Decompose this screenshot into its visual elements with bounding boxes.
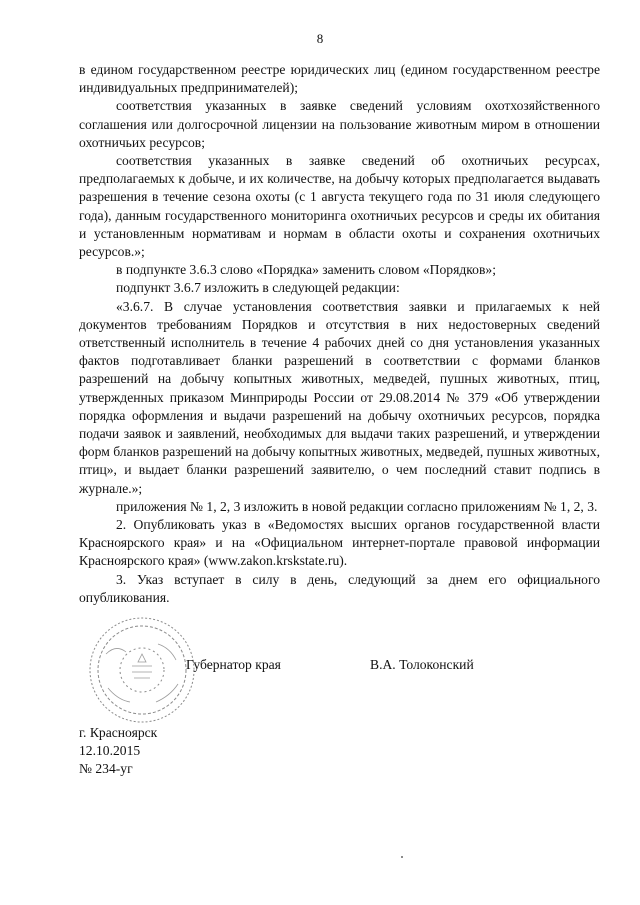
document-footer bbox=[79, 724, 157, 778]
signatory-position: Губернатор края bbox=[186, 657, 281, 672]
paragraph-subpoint-363: в подпункте 3.6.3 слово «Порядка» заменить словом «Порядков»; bbox=[116, 262, 496, 278]
scan-speck bbox=[401, 856, 403, 858]
paragraph-effective-date: 3. Указ вступает в силу в день, следующий за днем его официального опубликования. bbox=[79, 571, 600, 605]
page-number: 8 bbox=[316, 31, 324, 46]
paragraph-registry: в едином государственном реестре юридических лиц (едином государственном реестре индивидуальных предпринимателей); bbox=[79, 62, 600, 96]
paragraph-agreement: соответствия указанных в заявке сведений условиям охотхозяйственного соглашения или долгосрочной лицензии на пользование животным миром в отношении охотничьих ресурсов; bbox=[79, 98, 600, 150]
signatory-name: В.А. Толоконский bbox=[370, 657, 474, 672]
footer-date: 12.10.2015 bbox=[79, 743, 141, 758]
paragraph-publication: 2. Опубликовать указ в «Ведомостях высших органов государственной власти Красноярского края» и на «Официальном интернет-портале правовой информации Красноярского края» (www.zakon.krskstate.ru). bbox=[79, 517, 600, 569]
paragraph-resources: соответствия указанных в заявке сведений об охотничьих ресурсах, предполагаемых к добыче, и их количестве, на добычу которых предполагается выдавать разрешения в течение сезона охоты (с 1 августа текущего года по 31 июля следующего года), данным государственного мониторинга охотничьих ресурсов и среды их обитания и установленным нормативам и нормам в области охоты и сохранения охотничьих ресурсов.»; bbox=[79, 153, 600, 260]
paragraph-subpoint-367: «3.6.7. В случае установления соответствия заявки и прилагаемых к ней документов требованиям Порядков и отсутствия в них недостоверных сведений ответственный исполнитель в течение 4 рабочих дней со дня установления указанных фактов подготавливает бланки разрешений в соответствии с формами бланков разрешений на добычу копытных животных, медведей, пушных животных, птиц, утвержденных приказом Минприроды России от 29.08.2014 № 379 «Об утверждении порядка оформления и выдачи разрешений на добычу охотничьих ресурсов, порядка подачи заявок и заявлений, необходимых для выдачи таких разрешений, и утверждении форм бланков разрешений на добычу копытных животных, медведей, пушных животных, птиц», и выдает бланки разрешений заявителю, о чем последний ставит подпись в журнале.»; bbox=[79, 298, 600, 496]
footer-number: № 234-уг bbox=[79, 761, 133, 776]
footer-city: г. Красноярск bbox=[79, 725, 158, 740]
document-body bbox=[79, 61, 600, 607]
paragraph-subpoint-367-intro: подпункт 3.6.7 изложить в следующей редакции: bbox=[116, 280, 400, 296]
paragraph-appendices: приложения № 1, 2, 3 изложить в новой редакции согласно приложениям № 1, 2, 3. bbox=[116, 498, 598, 514]
official-seal-stamp bbox=[86, 614, 198, 726]
